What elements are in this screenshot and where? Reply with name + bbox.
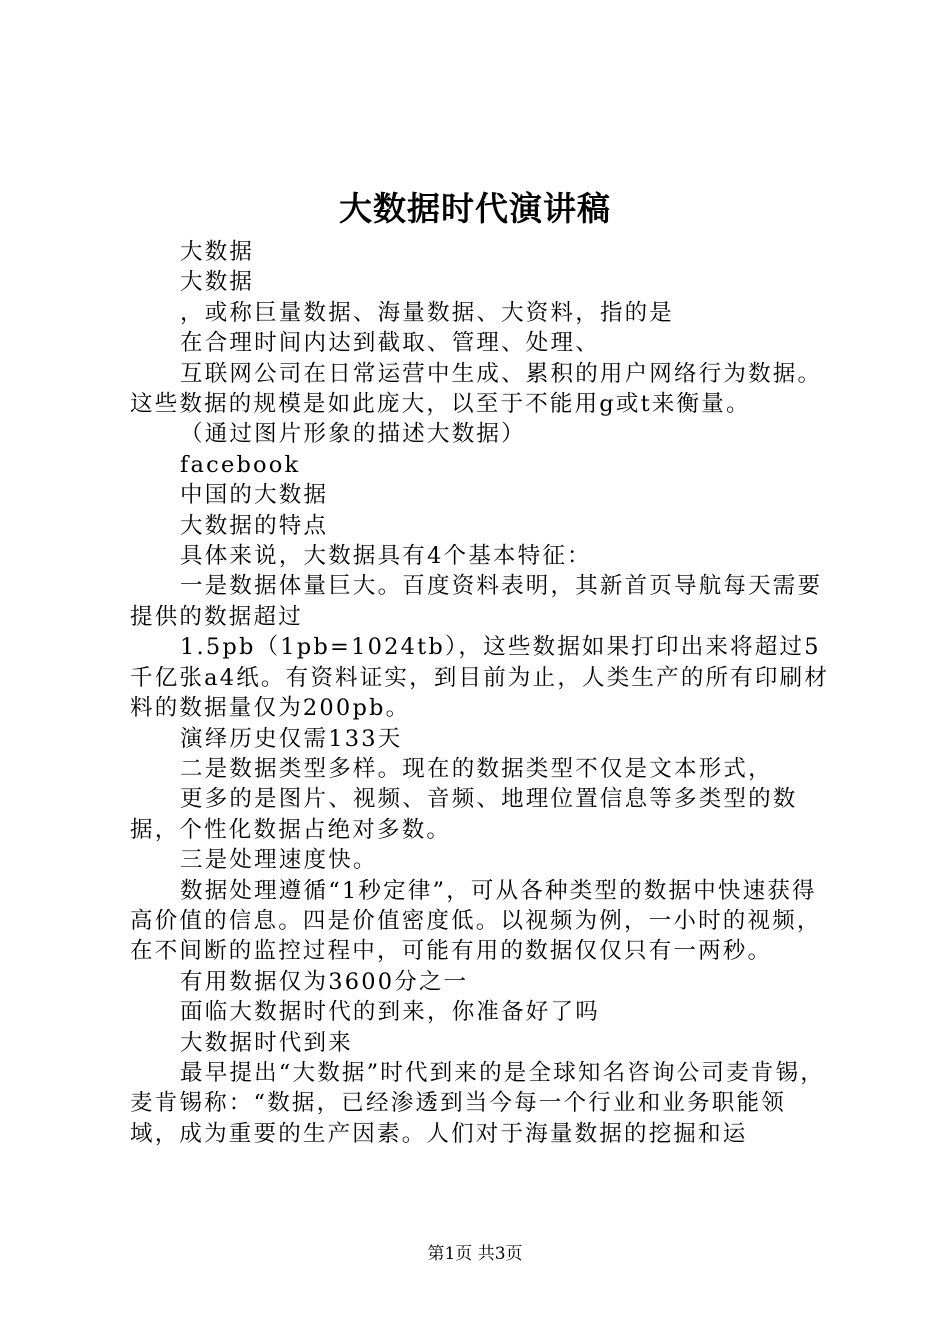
paragraph: 中国的大数据 <box>180 482 329 509</box>
paragraph: 大数据 <box>180 269 255 296</box>
document-title: 大数据时代演讲稿 <box>339 189 611 228</box>
paragraph: 大数据的特点 <box>180 512 329 539</box>
document-body <box>130 237 834 1149</box>
paragraph: 面临大数据时代的到来，你准备好了吗 <box>180 999 600 1026</box>
paragraph: 数据处理遵循“1秒定律”，可从各种类型的数据中快速获得高价值的信息。四是价值密度低。以视频为例，一小时的视频，在不间断的监控过程中，可能有用的数据仅仅只有一两秒。 <box>130 877 822 965</box>
paragraph: 在合理时间内达到截取、管理、处理、 <box>180 330 600 357</box>
paragraph: 最早提出“大数据”时代到来的是全球知名咨询公司麦肯锡，麦肯锡称：“数据，已经渗透到当今每一个行业和业务职能领域，成为重要的生产因素。人们对于海量数据的挖掘和运 <box>130 1059 825 1147</box>
paragraph: facebook <box>180 451 301 478</box>
paragraph: 一是数据体量巨大。百度资料表明，其新首页导航每天需要提供的数据超过 <box>130 573 823 630</box>
paragraph: 更多的是图片、视频、音频、地理位置信息等多类型的数据，个性化数据占绝对多数。 <box>130 786 798 843</box>
paragraph: ，或称巨量数据、海量数据、大资料，指的是 <box>180 299 675 326</box>
paragraph: 1.5pb（1pb=1024tb），这些数据如果打印出来将超过5千亿张a4纸。有资料证实，到目前为止，人类生产的所有印刷材料的数据量仅为200pb。 <box>130 634 830 722</box>
paragraph: 有用数据仅为3600分之一 <box>180 968 469 995</box>
page-number-footer: 第1页 共3页 <box>427 1244 523 1264</box>
paragraph: 三是处理速度快。 <box>180 847 378 874</box>
paragraph: 二是数据类型多样。现在的数据类型不仅是文本形式， <box>180 755 773 782</box>
paragraph: 大数据 <box>180 239 255 265</box>
paragraph: 互联网公司在日常运营中生成、累积的用户网络行为数据。这些数据的规模是如此庞大，以至于不能用g或t来衡量。 <box>130 360 823 418</box>
paragraph: 具体来说，大数据具有4个基本特征： <box>180 543 592 570</box>
paragraph: （通过图片形象的描述大数据） <box>180 421 526 448</box>
paragraph: 大数据时代到来 <box>180 1029 353 1056</box>
paragraph: 演绎历史仅需133天 <box>180 725 403 752</box>
